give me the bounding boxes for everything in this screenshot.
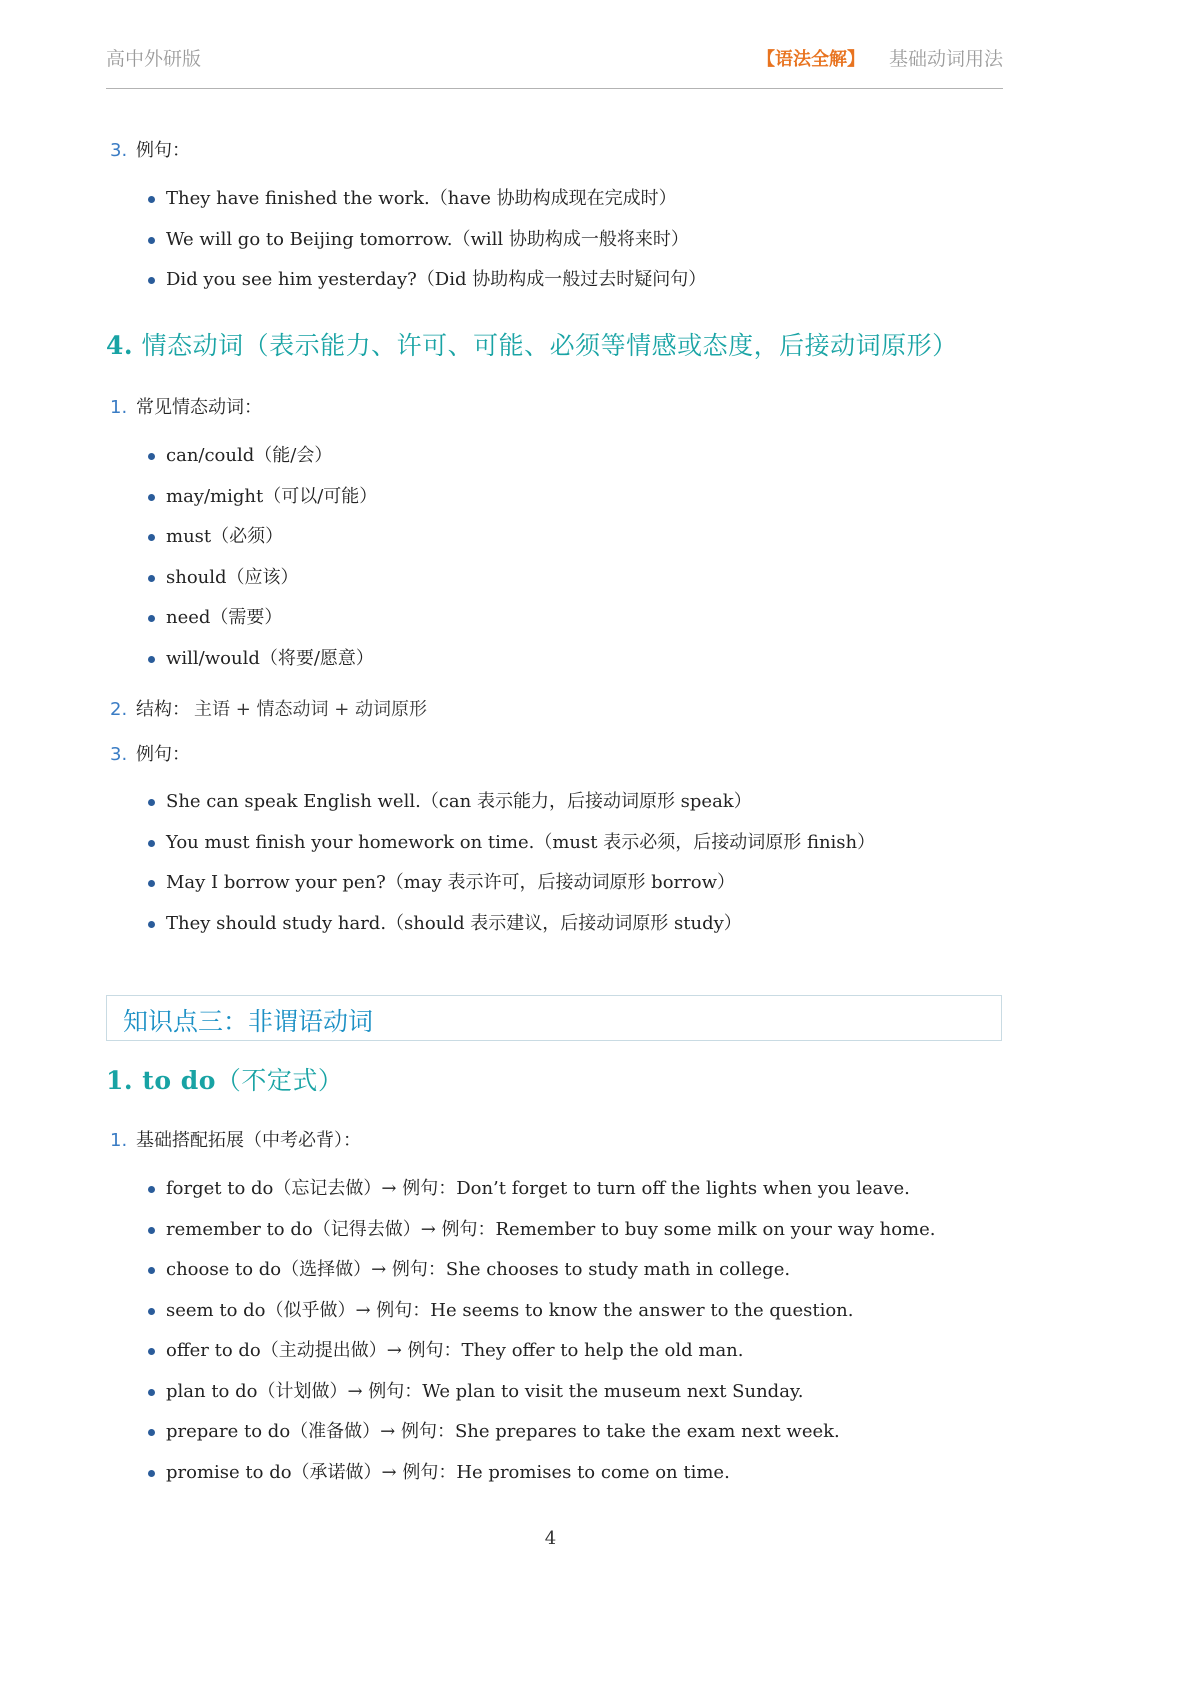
- edition-label: 高中外研版: [106, 48, 202, 70]
- collocation-list: [148, 1176, 936, 1500]
- list-item-text: may/might（可以/可能）: [166, 485, 378, 507]
- list-item: [148, 1298, 936, 1339]
- list-item: [148, 267, 706, 308]
- list-item: [148, 789, 875, 830]
- numbered-item: [110, 136, 190, 162]
- header-right: [757, 44, 1003, 71]
- list-item-text: She can speak English well.（can 表示能力，后接动词原形 speak）: [166, 791, 752, 812]
- bullet-dot-icon: [148, 1267, 155, 1274]
- list-item: [148, 227, 706, 268]
- list-item: [148, 524, 377, 565]
- list-item: [148, 605, 377, 646]
- item-number: 2.: [110, 699, 128, 720]
- page-number: 4: [544, 1528, 557, 1549]
- bullet-dot-icon: [148, 1227, 155, 1234]
- item-label: 结构：: [136, 699, 190, 720]
- list-item: [148, 911, 875, 952]
- list-item-text: choose to do（选择做）→ 例句：She chooses to study math in college.: [166, 1259, 791, 1280]
- modal-verb-list: [148, 443, 377, 686]
- knowledge-point-title: 知识点三：非谓语动词: [123, 1007, 374, 1036]
- item-content: 主语 + 情态动词 + 动词原形: [194, 699, 428, 720]
- heading-number: 4.: [106, 331, 134, 360]
- numbered-item: [110, 740, 190, 766]
- bullet-dot-icon: [148, 575, 155, 582]
- list-item: [148, 1338, 936, 1379]
- bullet-dot-icon: [148, 453, 155, 460]
- heading-text: 情态动词（表示能力、许可、可能、必须等情感或态度，后接动词原形）: [141, 331, 958, 360]
- item-number: 1.: [110, 397, 128, 418]
- list-item: [148, 565, 377, 606]
- bullet-dot-icon: [148, 196, 155, 203]
- list-item: [148, 484, 377, 525]
- list-item-text: promise to do（承诺做）→ 例句：He promises to come on time.: [166, 1461, 730, 1483]
- bullet-dot-icon: [148, 277, 155, 284]
- knowledge-point-box: [106, 995, 1002, 1041]
- list-item: [148, 1257, 936, 1298]
- item-number: 1.: [110, 1130, 128, 1151]
- list-item: [148, 1176, 936, 1217]
- list-item-text: remember to do（记得去做）→ 例句：Remember to buy some milk on your way home.: [166, 1218, 936, 1240]
- bullet-dot-icon: [148, 534, 155, 541]
- list-item-text: must（必须）: [166, 526, 284, 547]
- list-item-text: Did you see him yesterday?（Did 协助构成一般过去时疑问句）: [166, 269, 707, 290]
- list-item-text: We will go to Beijing tomorrow.（will 协助构成一般将来时）: [166, 228, 689, 250]
- list-item: [148, 443, 377, 484]
- item-label: 常见情态动词：: [136, 397, 262, 418]
- bullet-dot-icon: [148, 1429, 155, 1436]
- list-item: [148, 1379, 936, 1420]
- numbered-item: [110, 393, 262, 419]
- list-item-text: prepare to do（准备做）→ 例句：She prepares to take the exam next week.: [166, 1421, 840, 1442]
- list-item-text: forget to do（忘记去做）→ 例句：Don’t forget to turn off the lights when you leave.: [166, 1178, 910, 1199]
- bullet-dot-icon: [148, 880, 155, 887]
- list-item: [148, 646, 377, 687]
- list-item: [148, 1419, 936, 1460]
- list-item-text: They have finished the work.（have 协助构成现在完成时）: [166, 188, 677, 209]
- bullet-dot-icon: [148, 494, 155, 501]
- bullet-dot-icon: [148, 656, 155, 663]
- list-item-text: May I borrow your pen?（may 表示许可，后接动词原形 borrow）: [166, 872, 735, 893]
- example-list: [148, 186, 706, 308]
- bullet-dot-icon: [148, 615, 155, 622]
- list-item: [148, 1217, 936, 1258]
- heading-number: 1. to do: [106, 1066, 216, 1095]
- list-item-text: seem to do（似乎做）→ 例句：He seems to know the answer to the question.: [166, 1299, 854, 1321]
- topic-label: 基础动词用法: [888, 48, 1003, 70]
- modal-example-list: [148, 789, 875, 951]
- heading-text: （不定式）: [215, 1066, 344, 1095]
- item-label: 例句：: [136, 744, 190, 765]
- numbered-item: [110, 695, 427, 721]
- item-number: 3.: [110, 140, 128, 161]
- item-label: 例句：: [136, 140, 190, 161]
- grammar-tag: 【语法全解】: [756, 49, 865, 70]
- numbered-item: [110, 1126, 361, 1152]
- bullet-dot-icon: [148, 840, 155, 847]
- bullet-dot-icon: [148, 1186, 155, 1193]
- section-heading-modal-verbs: [106, 326, 958, 362]
- item-label: 基础搭配拓展（中考必背）：: [136, 1130, 361, 1151]
- bullet-dot-icon: [148, 799, 155, 806]
- list-item-text: need（需要）: [166, 607, 283, 628]
- bullet-dot-icon: [148, 921, 155, 928]
- page-header: [106, 42, 1003, 89]
- list-item-text: can/could（能/会）: [166, 445, 333, 466]
- list-item: [148, 830, 875, 871]
- bullet-dot-icon: [148, 1348, 155, 1355]
- list-item-text: plan to do（计划做）→ 例句：We plan to visit the museum next Sunday.: [166, 1380, 804, 1402]
- bullet-dot-icon: [148, 237, 155, 244]
- list-item-text: They should study hard.（should 表示建议，后接动词原形 study）: [166, 912, 742, 934]
- bullet-dot-icon: [148, 1308, 155, 1315]
- list-item-text: You must finish your homework on time.（must 表示必须，后接动词原形 finish）: [166, 831, 876, 853]
- bullet-dot-icon: [148, 1470, 155, 1477]
- list-item: [148, 1460, 936, 1501]
- section-heading-to-do: [106, 1061, 343, 1097]
- bullet-dot-icon: [148, 1389, 155, 1396]
- list-item-text: offer to do（主动提出做）→ 例句：They offer to help the old man.: [166, 1340, 744, 1361]
- list-item-text: will/would（将要/愿意）: [166, 647, 374, 669]
- list-item-text: should（应该）: [166, 566, 299, 588]
- item-number: 3.: [110, 744, 128, 765]
- list-item: [148, 186, 706, 227]
- list-item: [148, 870, 875, 911]
